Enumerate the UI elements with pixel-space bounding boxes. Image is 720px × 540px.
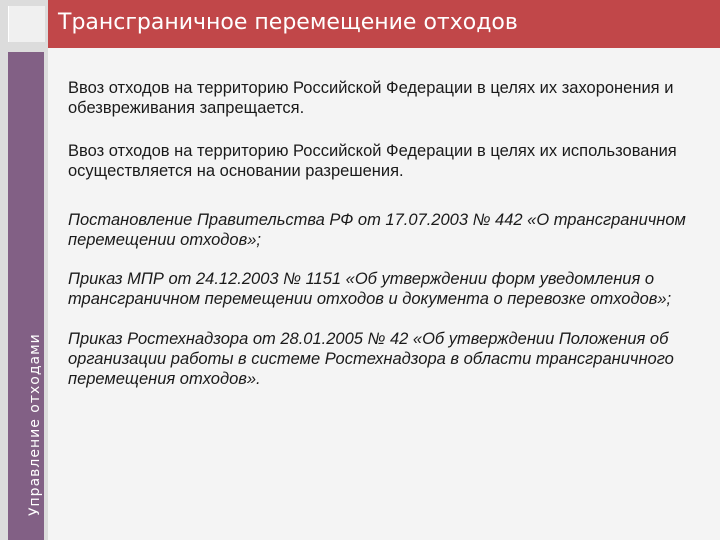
paragraph-import-permit: Ввоз отходов на территорию Российской Федерации в целях их использования осуществляется на основании разрешения. xyxy=(68,142,677,180)
content-area xyxy=(68,78,698,389)
paragraph-import-ban: Ввоз отходов на территорию Российской Федерации в целях их захоронения и обезвреживания запрещается. xyxy=(68,79,674,117)
slide-title: Трансграничное перемещение отходов xyxy=(58,10,518,35)
paragraph-decree-442: Постановление Правительства РФ от 17.07.2003 № 442 «О трансграничном перемещении отходов»; xyxy=(68,211,686,249)
paragraph-order-42: Приказ Ростехнадзора от 28.01.2005 № 42 «Об утверждении Положения об организации работы в системе Ростехнадзора в области трансграничного перемещения отходов». xyxy=(68,330,674,388)
title-bar xyxy=(48,0,720,48)
corner-block xyxy=(0,0,48,48)
sidebar-label: Управление отходами xyxy=(27,333,43,516)
corner-panel xyxy=(8,6,45,42)
paragraph-order-1151: Приказ МПР от 24.12.2003 № 1151 «Об утверждении форм уведомления о трансграничном перемещении отходов и документа о перевозке отходов»; xyxy=(68,270,672,308)
